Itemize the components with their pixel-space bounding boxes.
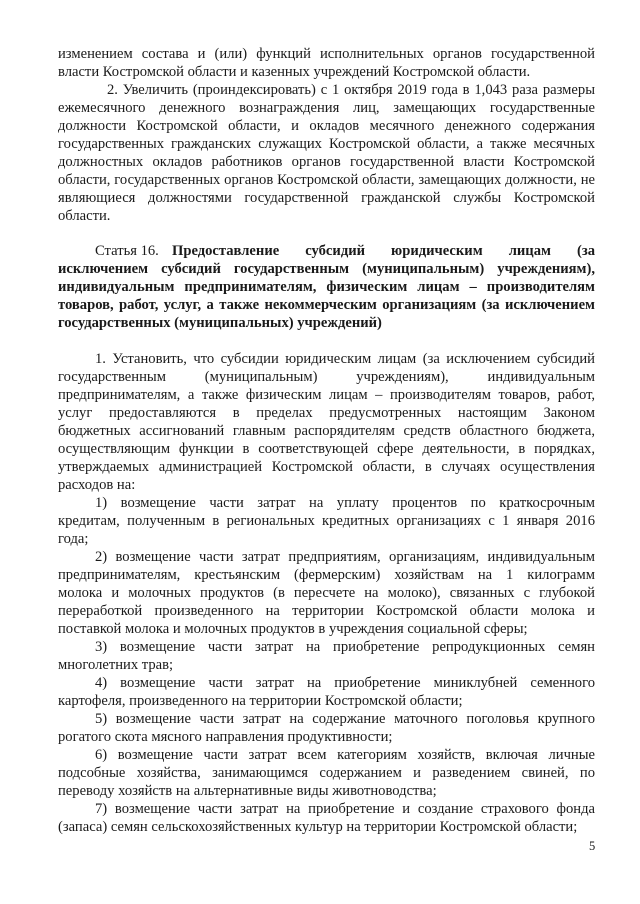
- list-item-line: переработкой произведенного на территории Костромской области молока и: [58, 603, 595, 619]
- text-line: ежемесячного денежного вознаграждения лиц, замещающих государственные: [58, 100, 595, 116]
- text-line: расходов на:: [58, 477, 136, 493]
- list-item-line: рогатого скота мясного направления продуктивности;: [58, 729, 393, 745]
- list-item-line: 4) возмещение части затрат на приобретение миниклубней семенного: [95, 675, 595, 691]
- list-item-line: (запаса) семян сельскохозяйственных культур на территории Костромской области;: [58, 819, 578, 835]
- list-item-line: 1) возмещение части затрат на уплату процентов по краткосрочным: [95, 495, 595, 511]
- article-title-line: индивидуальным предпринимателям, физическим лицам – производителям: [58, 279, 595, 295]
- text-line: услуг предоставляются в пределах предусмотренных настоящим Законом: [58, 405, 595, 421]
- article-title-line: товаров, работ, услуг, а также некоммерческим организациям (за исключением: [58, 297, 595, 313]
- list-item-line: 6) возмещение части затрат всем категориям хозяйств, включая личные: [95, 747, 595, 763]
- text-line: должности Костромской области, и окладов месячного денежного содержания: [58, 118, 595, 134]
- list-item-line: 5) возмещение части затрат на содержание маточного поголовья крупного: [95, 711, 595, 727]
- list-item-line: 7) возмещение части затрат на приобретение и создание страхового фонда: [95, 801, 595, 817]
- text-line: 2. Увеличить (проиндексировать) с 1 октября 2019 года в 1,043 раза размеры: [107, 82, 595, 98]
- text-line: являющиеся должностями государственной гражданской службы Костромской: [58, 190, 595, 206]
- text-line: области, государственных органов Костромской области, замещающих должности, не: [58, 172, 595, 188]
- list-item-line: многолетних трав;: [58, 657, 174, 673]
- text-line: должностных окладов работников органов государственной власти Костромской: [58, 154, 595, 170]
- text-line: 1. Установить, что субсидии юридическим лицам (за исключением субсидий: [95, 351, 595, 367]
- page-number: 5: [589, 839, 596, 853]
- article-title-line: государственных (муниципальных) учреждений): [58, 315, 382, 331]
- list-item-line: подсобные хозяйства, занимающимся содержанием и разведением свиней, по: [58, 765, 595, 781]
- text-line: государственным (муниципальным) учреждениям), индивидуальным: [58, 369, 595, 385]
- article-title-line: Предоставление субсидий юридическим лицам (за: [172, 243, 595, 259]
- list-item-line: молока и молочных продуктов (в пересчете на молоко), связанных с глубокой: [58, 585, 595, 601]
- list-item-line: картофеля, произведенного на территории Костромской области;: [58, 693, 463, 709]
- list-item-line: поставкой молока и молочных продуктов в учреждения социальной сферы;: [58, 621, 528, 637]
- text-line: государственных гражданских служащих Костромской области, а также месячных: [58, 136, 595, 152]
- list-item-line: 3) возмещение части затрат на приобретение репродукционных семян: [95, 639, 595, 655]
- text-line: изменением состава и (или) функций исполнительных органов государственной: [58, 46, 595, 62]
- article-label: Статья 16.: [95, 243, 159, 259]
- text-line: области.: [58, 208, 111, 224]
- text-line: власти Костромской области и казенных учреждений Костромской области.: [58, 64, 531, 80]
- list-item-line: переводу хозяйств на альтернативные виды животноводства;: [58, 783, 437, 799]
- list-item-line: 2) возмещение части затрат предприятиям, организациям, индивидуальным: [95, 549, 595, 565]
- article-title-line: исключением субсидий государственным (муниципальным) учреждениям),: [58, 261, 595, 277]
- text-line: предпринимателям, а также физическим лицам – производителям товаров, работ,: [58, 387, 595, 403]
- text-line: осуществляющим функции в соответствующей сфере деятельности, в порядках,: [58, 441, 595, 457]
- list-item-line: года;: [58, 531, 89, 547]
- text-line: утверждаемых администрацией Костромской области, в случаях осуществления: [58, 459, 595, 475]
- text-line: бюджетных ассигнований главным распорядителям средств областного бюджета,: [58, 423, 595, 439]
- list-item-line: предпринимателям, крестьянским (фермерским) хозяйствам на 1 килограмм: [58, 567, 595, 583]
- list-item-line: кредитам, полученным в региональных кредитных организациях с 1 января 2016: [58, 513, 595, 529]
